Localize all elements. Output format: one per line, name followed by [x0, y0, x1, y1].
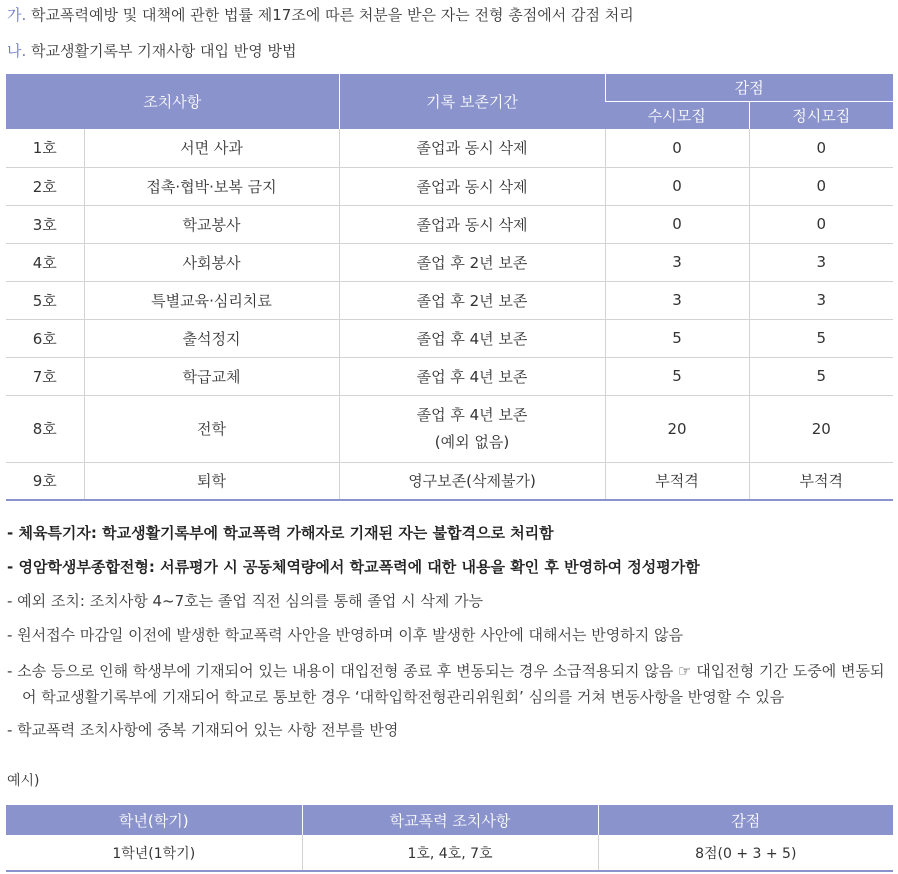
measure-no: 3호: [6, 205, 84, 243]
col-header-deduction: 감점: [605, 74, 893, 101]
jeongsi-deduction: 3: [749, 243, 893, 281]
jeongsi-deduction: 3: [749, 281, 893, 319]
susi-deduction: 5: [605, 357, 749, 395]
measure-no: 4호: [6, 243, 84, 281]
measure-no: 6호: [6, 319, 84, 357]
retention-period: 졸업과 동시 삭제: [339, 205, 605, 243]
retention-period: [339, 395, 605, 462]
measure-no: 7호: [6, 357, 84, 395]
measure-no: 8호: [6, 395, 84, 462]
section-heading-ga: [7, 4, 634, 25]
table-row: [6, 129, 893, 167]
susi-deduction: 3: [605, 281, 749, 319]
measure-no: 5호: [6, 281, 84, 319]
example-measures: 1호, 4호, 7호: [302, 835, 598, 871]
measure-name: 출석정지: [84, 319, 339, 357]
jeongsi-deduction: 0: [749, 129, 893, 167]
col-header-measure: 조치사항: [6, 74, 339, 129]
retention-period: 졸업과 동시 삭제: [339, 167, 605, 205]
col-header-jeongsi: 정시모집: [749, 101, 893, 129]
deduction-table: [6, 74, 893, 501]
note-item: - 학교폭력 조치사항에 중복 기재되어 있는 사항 전부를 반영: [7, 721, 399, 739]
measure-name: 서면 사과: [84, 129, 339, 167]
susi-deduction: 0: [605, 129, 749, 167]
measure-name: 전학: [84, 395, 339, 462]
jeongsi-deduction: 0: [749, 205, 893, 243]
retention-main: 졸업 후 4년 보존: [416, 405, 528, 424]
example-deduction: 8점(0 + 3 + 5): [598, 835, 893, 871]
example-header-grade: 학년(학기): [6, 805, 302, 835]
example-header-deduction: 감점: [598, 805, 893, 835]
example-label: 예시): [7, 773, 40, 789]
table-row: [6, 205, 893, 243]
retention-period: 졸업과 동시 삭제: [339, 129, 605, 167]
jeongsi-deduction: 5: [749, 319, 893, 357]
susi-deduction: 3: [605, 243, 749, 281]
measure-no: 9호: [6, 462, 84, 500]
table-row: [6, 357, 893, 395]
measure-name: 학교봉사: [84, 205, 339, 243]
retention-period: 영구보존(삭제불가): [339, 462, 605, 500]
table-row: [6, 281, 893, 319]
example-row: [6, 835, 893, 871]
table-row: [6, 462, 893, 500]
note-item: - 소송 등으로 인해 학생부에 기재되어 있는 내용이 대입전형 종료 후 변동되는 경우 소급적용되지 않음 ☞ 대입전형 기간 도중에 변동되어 학교생활기록부에 기재되어 학교로 통보한 경우 ‘대학입학전형관리위원회’ 심의를 거쳐 변동사항을 반영할 수 있음: [7, 662, 885, 706]
heading-text: 학교폭력예방 및 대책에 관한 법률 제17조에 따른 처분을 받은 자는 전형 총점에서 감점 처리: [31, 6, 634, 24]
jeongsi-deduction: 0: [749, 167, 893, 205]
example-header-measure: 학교폭력 조치사항: [302, 805, 598, 835]
note-item: - 영암학생부종합전형: 서류평가 시 공동체역량에서 학교폭력에 대한 내용을 확인 후 반영하여 정성평가함: [7, 558, 700, 576]
retention-period: 졸업 후 2년 보존: [339, 281, 605, 319]
measure-name: 퇴학: [84, 462, 339, 500]
example-table: [6, 805, 893, 872]
heading-marker: 나.: [7, 42, 27, 60]
col-header-susi: 수시모집: [605, 101, 749, 129]
note-item: - 원서접수 마감일 이전에 발생한 학교폭력 사안을 반영하며 이후 발생한 사안에 대해서는 반영하지 않음: [7, 626, 683, 644]
retention-period: 졸업 후 4년 보존: [339, 319, 605, 357]
notes-list: [7, 522, 895, 753]
jeongsi-deduction: 20: [749, 395, 893, 462]
retention-period: 졸업 후 2년 보존: [339, 243, 605, 281]
retention-note: (예외 없음): [434, 432, 510, 451]
susi-deduction: 5: [605, 319, 749, 357]
table-row: [6, 167, 893, 205]
susi-deduction: 0: [605, 205, 749, 243]
susi-deduction: 부적격: [605, 462, 749, 500]
retention-period: 졸업 후 4년 보존: [339, 357, 605, 395]
note-item: - 체육특기자: 학교생활기록부에 학교폭력 가해자로 기재된 자는 불합격으로 처리함: [7, 524, 554, 542]
col-header-retention: 기록 보존기간: [339, 74, 605, 129]
note-item: - 예외 조치: 조치사항 4~7호는 졸업 직전 심의를 통해 졸업 시 삭제 가능: [7, 592, 484, 610]
measure-name: 특별교육·심리치료: [84, 281, 339, 319]
susi-deduction: 0: [605, 167, 749, 205]
table-row: [6, 243, 893, 281]
measure-no: 1호: [6, 129, 84, 167]
measure-name: 학급교체: [84, 357, 339, 395]
table-row: [6, 395, 893, 462]
measure-name: 사회봉사: [84, 243, 339, 281]
measure-name: 접촉·협박·보복 금지: [84, 167, 339, 205]
table-row: [6, 319, 893, 357]
section-heading-na: [7, 40, 296, 61]
heading-text: 학교생활기록부 기재사항 대입 반영 방법: [31, 42, 297, 60]
example-grade: 1학년(1학기): [112, 845, 196, 862]
heading-marker: 가.: [7, 6, 27, 24]
susi-deduction: 20: [605, 395, 749, 462]
jeongsi-deduction: 부적격: [749, 462, 893, 500]
measure-no: 2호: [6, 167, 84, 205]
jeongsi-deduction: 5: [749, 357, 893, 395]
